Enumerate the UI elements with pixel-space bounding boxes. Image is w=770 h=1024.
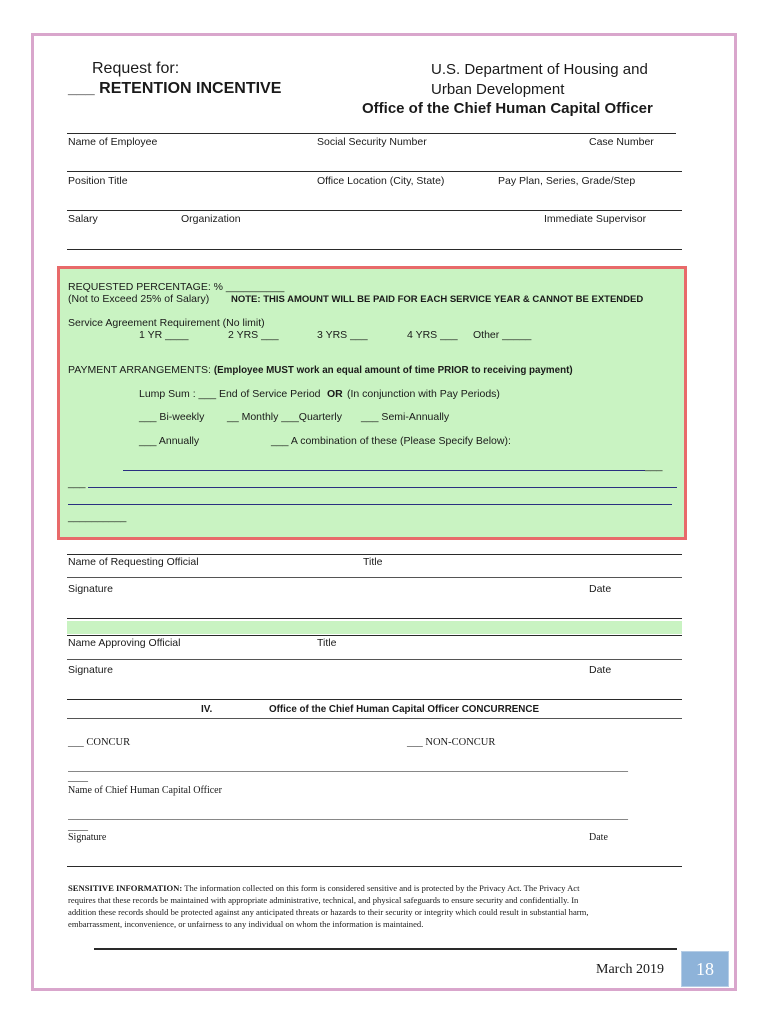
requesting-date-label: Date — [589, 583, 612, 595]
pay-plan-label: Pay Plan, Series, Grade/Step — [498, 175, 636, 187]
requesting-title-label: Title — [363, 556, 383, 568]
section-number: IV. — [201, 704, 213, 715]
non-concur-option[interactable]: ___ NON-CONCUR — [407, 737, 496, 748]
payment-arrangements-condition: (Employee MUST work an equal amount of time PRIOR to receiving payment) — [213, 365, 573, 376]
option-other[interactable]: Other _____ — [473, 329, 532, 341]
chco-name-line-end: ____ — [68, 772, 88, 783]
sensitive-text-2: requires that these records be maintained with appropriate administrative, technical, and physical safeguards to ensure security and confidentially. In — [68, 895, 579, 905]
annually-option[interactable]: ___ Annually — [139, 435, 200, 447]
option-2-yrs[interactable]: 2 YRS ___ — [228, 329, 279, 341]
sensitive-text-4: embarrassment, inconvenience, or unfairness to any individual on whom the information is maintained. — [68, 919, 424, 929]
combination-option[interactable]: ___ A combination of these (Please Specify Below): — [271, 435, 511, 447]
field-line — [67, 718, 682, 719]
chco-signature-line[interactable]: ________________________________________________________________________________________________________________ — [68, 810, 628, 821]
biweekly-option[interactable]: ___ Bi-weekly — [139, 411, 205, 423]
approving-signature-label: Signature — [68, 664, 113, 676]
specify-line-1-end: ___ — [645, 460, 663, 472]
semi-annually-option[interactable]: ___ Semi-Annually — [361, 411, 450, 423]
field-line — [67, 635, 682, 636]
field-line — [67, 210, 682, 211]
field-line — [67, 699, 682, 700]
revision-date: March 2019 — [596, 962, 665, 977]
concur-option[interactable]: ___ CONCUR — [68, 737, 131, 748]
field-line — [67, 866, 682, 867]
specify-line-2-start: ___ — [68, 477, 86, 489]
case-number-label: Case Number — [589, 136, 654, 148]
option-4-yrs[interactable]: 4 YRS ___ — [407, 329, 458, 341]
position-title-label: Position Title — [68, 175, 128, 187]
field-line — [67, 577, 682, 578]
sensitive-text-3: addition these records should be protected against any anticipated threats or hazards to their security or integrity which could result in substantial harm, — [68, 907, 589, 917]
requested-percentage-section — [57, 266, 687, 540]
separator-strip — [67, 621, 682, 634]
specify-line-4: __________ — [68, 511, 127, 523]
or-label: OR — [327, 388, 343, 400]
chco-signature-line-end: ____ — [68, 821, 88, 832]
chco-name-label: Name of Chief Human Capital Officer — [68, 785, 222, 796]
immediate-supervisor-label: Immediate Supervisor — [544, 213, 647, 225]
office-title: Office of the Chief Human Capital Officer — [362, 100, 653, 117]
option-1-yr[interactable]: 1 YR ____ — [139, 329, 189, 341]
field-line — [67, 659, 682, 660]
chco-name-line[interactable]: ________________________________________________________________________________________________________________ — [68, 762, 628, 773]
sensitive-text-1: The information collected on this form is considered sensitive and is protected by the Privacy Act. The Privacy Act — [182, 883, 580, 893]
field-line — [67, 133, 676, 134]
payment-arrangements-label — [68, 364, 573, 376]
retention-incentive-title: ___ RETENTION INCENTIVE — [68, 80, 282, 97]
concurrence-heading: Office of the Chief Human Capital Officer CONCURRENCE — [269, 704, 539, 715]
sensitive-line-1 — [68, 883, 580, 893]
payment-arrangements-prefix: PAYMENT ARRANGEMENTS: — [68, 364, 214, 376]
conjunction-label: (In conjunction with Pay Periods) — [347, 388, 500, 400]
specify-line-1[interactable] — [123, 470, 645, 471]
sensitive-label: SENSITIVE INFORMATION: — [68, 883, 183, 893]
field-line — [67, 171, 682, 172]
department-line-2: Urban Development — [431, 81, 565, 98]
field-line — [67, 554, 682, 555]
requested-percentage-field[interactable]: REQUESTED PERCENTAGE: % __________ — [68, 281, 285, 293]
approving-title-label: Title — [317, 637, 337, 649]
name-of-employee-label: Name of Employee — [68, 136, 158, 148]
lump-sum-option[interactable]: Lump Sum : ___ End of Service Period — [139, 388, 321, 400]
requesting-official-label: Name of Requesting Official — [68, 556, 199, 568]
field-line — [67, 618, 682, 619]
field-line — [67, 249, 682, 250]
department-line-1: U.S. Department of Housing and — [431, 61, 648, 78]
service-agreement-label: Service Agreement Requirement (No limit) — [68, 317, 265, 329]
not-exceed-note: (Not to Exceed 25% of Salary) — [68, 293, 210, 305]
approving-official-label: Name Approving Official — [68, 637, 181, 649]
page-number: 18 — [681, 951, 729, 987]
request-for-label: Request for: — [92, 60, 180, 77]
approving-date-label: Date — [589, 664, 612, 676]
specify-line-2[interactable] — [88, 487, 677, 488]
monthly-quarterly-option[interactable]: __ Monthly ___Quarterly — [227, 411, 342, 423]
requesting-signature-label: Signature — [68, 583, 113, 595]
organization-label: Organization — [181, 213, 241, 225]
specify-line-3[interactable] — [68, 504, 672, 505]
salary-label: Salary — [68, 213, 98, 225]
option-3-yrs[interactable]: 3 YRS ___ — [317, 329, 368, 341]
chco-signature-label: Signature — [68, 832, 107, 843]
office-location-label: Office Location (City, State) — [317, 175, 445, 187]
footer-line — [94, 948, 677, 950]
chco-date-label: Date — [589, 832, 608, 843]
ssn-label: Social Security Number — [317, 136, 427, 148]
payment-note: NOTE: THIS AMOUNT WILL BE PAID FOR EACH SERVICE YEAR & CANNOT BE EXTENDED — [231, 294, 644, 305]
